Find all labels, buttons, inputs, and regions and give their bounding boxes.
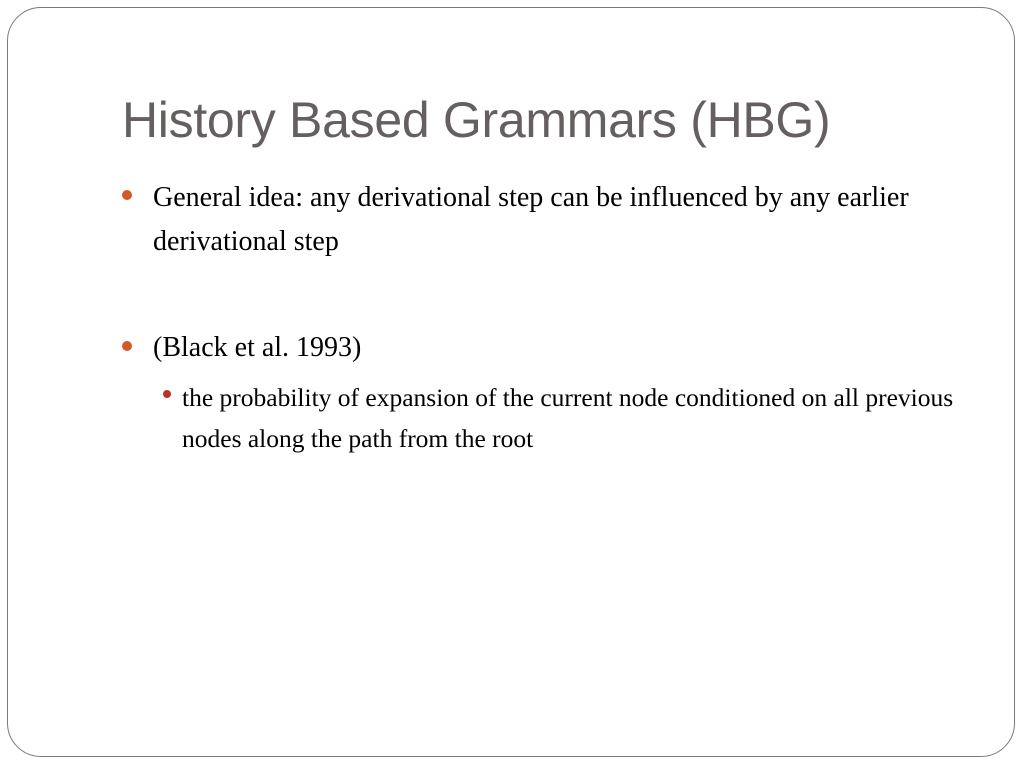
slide-frame [7,7,1015,757]
slide-title: History Based Grammars (HBG) [122,92,831,148]
sub-bullet-dot-icon [163,390,171,398]
bullet-item-citation: (Black et al. 1993) [153,332,362,363]
bullet-dot-icon [122,341,132,351]
bullet-dot-icon [122,190,132,200]
sub-bullet-item-probability: the probability of expansion of the current node conditioned on all previous nodes along the path from the root [182,383,954,453]
bullet-item-general-idea: General idea: any derivational step can be influenced by any earlier derivational step [153,182,909,257]
